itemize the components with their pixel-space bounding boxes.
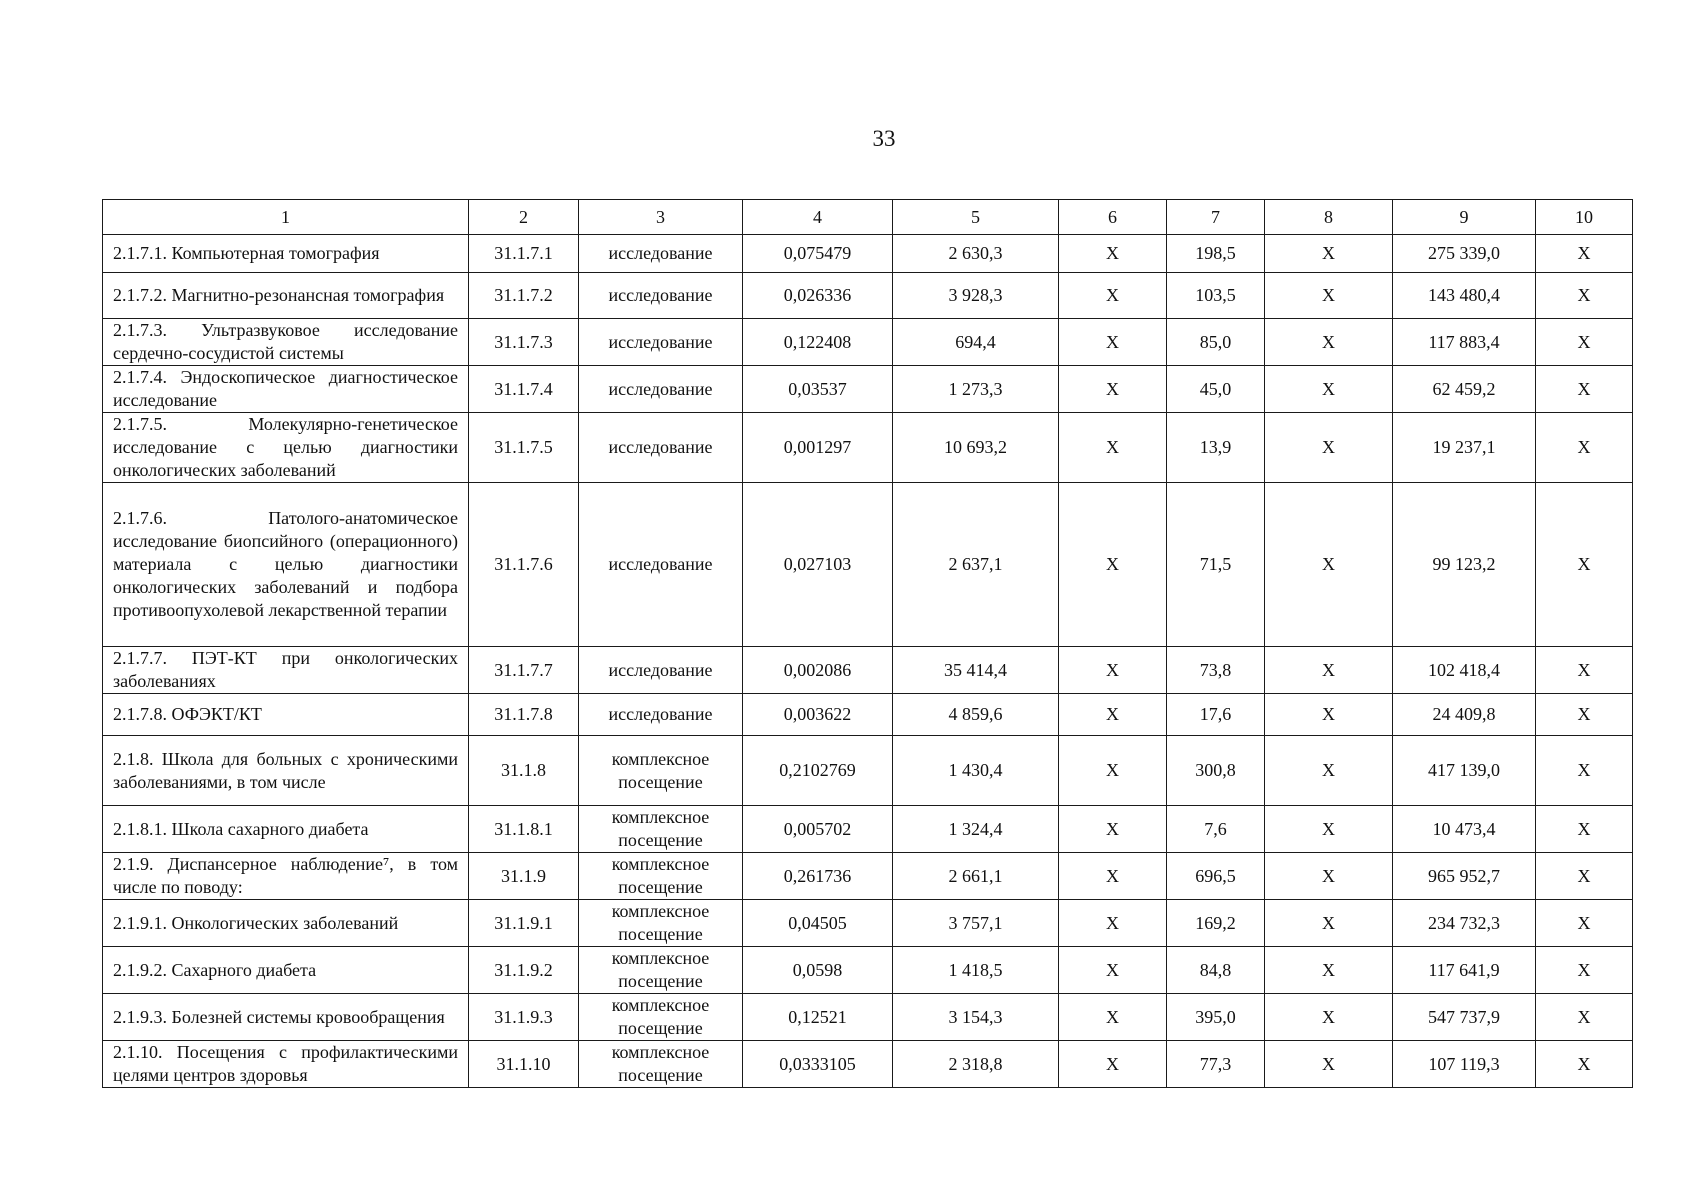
column-header: 4	[743, 200, 893, 235]
row-value-cell: 417 139,0	[1393, 736, 1536, 806]
row-value-cell: 85,0	[1167, 319, 1265, 366]
row-value-cell: 13,9	[1167, 413, 1265, 483]
row-unit-cell: исследование	[579, 366, 743, 413]
row-mark-cell: X	[1265, 900, 1393, 947]
table-row	[103, 900, 1633, 947]
row-value-cell: 0,12521	[743, 994, 893, 1041]
row-value-cell: 0,2102769	[743, 736, 893, 806]
row-value-cell: 4 859,6	[893, 694, 1059, 736]
row-name-cell: 2.1.7.8. ОФЭКТ/КТ	[103, 694, 469, 736]
row-mark-cell: X	[1059, 853, 1167, 900]
row-code-cell: 31.1.7.4	[469, 366, 579, 413]
row-code-cell: 31.1.8.1	[469, 806, 579, 853]
table-row	[103, 947, 1633, 994]
row-code-cell: 31.1.7.3	[469, 319, 579, 366]
row-name-cell: 2.1.8. Школа для больных с хроническими заболеваниями, в том числе	[103, 736, 469, 806]
row-value-cell: 0,003622	[743, 694, 893, 736]
row-value-cell: 0,075479	[743, 235, 893, 273]
row-name-cell: 2.1.7.5. Молекулярно-генетическое исследование с целью диагностики онкологических заболеваний	[103, 413, 469, 483]
row-value-cell: 24 409,8	[1393, 694, 1536, 736]
row-mark-cell: X	[1059, 900, 1167, 947]
row-value-cell: 62 459,2	[1393, 366, 1536, 413]
row-value-cell: 169,2	[1167, 900, 1265, 947]
row-mark-cell: X	[1265, 853, 1393, 900]
row-unit-cell: исследование	[579, 647, 743, 694]
row-value-cell: 1 418,5	[893, 947, 1059, 994]
row-value-cell: 3 928,3	[893, 273, 1059, 319]
row-mark-cell: X	[1536, 235, 1633, 273]
row-code-cell: 31.1.7.5	[469, 413, 579, 483]
row-value-cell: 73,8	[1167, 647, 1265, 694]
row-value-cell: 3 154,3	[893, 994, 1059, 1041]
row-mark-cell: X	[1536, 947, 1633, 994]
row-value-cell: 0,122408	[743, 319, 893, 366]
row-unit-cell: комплексное посещение	[579, 853, 743, 900]
column-header: 5	[893, 200, 1059, 235]
row-name-cell: 2.1.7.2. Магнитно-резонансная томография	[103, 273, 469, 319]
row-value-cell: 117 883,4	[1393, 319, 1536, 366]
row-value-cell: 3 757,1	[893, 900, 1059, 947]
row-name-cell: 2.1.9. Диспансерное наблюдение⁷, в том числе по поводу:	[103, 853, 469, 900]
row-mark-cell: X	[1536, 1041, 1633, 1088]
row-value-cell: 99 123,2	[1393, 483, 1536, 647]
column-header: 1	[103, 200, 469, 235]
row-code-cell: 31.1.9.2	[469, 947, 579, 994]
row-value-cell: 965 952,7	[1393, 853, 1536, 900]
column-header: 9	[1393, 200, 1536, 235]
row-mark-cell: X	[1265, 483, 1393, 647]
row-name-cell: 2.1.9.3. Болезней системы кровообращения	[103, 994, 469, 1041]
row-mark-cell: X	[1265, 1041, 1393, 1088]
row-value-cell: 0,027103	[743, 483, 893, 647]
row-mark-cell: X	[1536, 694, 1633, 736]
table-row	[103, 694, 1633, 736]
row-mark-cell: X	[1059, 319, 1167, 366]
row-mark-cell: X	[1059, 366, 1167, 413]
row-value-cell: 1 273,3	[893, 366, 1059, 413]
table-row	[103, 235, 1633, 273]
row-mark-cell: X	[1059, 235, 1167, 273]
row-value-cell: 0,03537	[743, 366, 893, 413]
row-value-cell: 10 473,4	[1393, 806, 1536, 853]
row-mark-cell: X	[1265, 413, 1393, 483]
table-row	[103, 319, 1633, 366]
row-unit-cell: исследование	[579, 694, 743, 736]
row-value-cell: 10 693,2	[893, 413, 1059, 483]
row-unit-cell: исследование	[579, 273, 743, 319]
table-row	[103, 806, 1633, 853]
row-value-cell: 0,005702	[743, 806, 893, 853]
table-row	[103, 413, 1633, 483]
row-mark-cell: X	[1265, 235, 1393, 273]
row-mark-cell: X	[1059, 413, 1167, 483]
row-mark-cell: X	[1536, 319, 1633, 366]
row-name-cell: 2.1.10. Посещения с профилактическими целями центров здоровья	[103, 1041, 469, 1088]
column-header: 2	[469, 200, 579, 235]
row-unit-cell: комплексное посещение	[579, 947, 743, 994]
row-code-cell: 31.1.7.2	[469, 273, 579, 319]
row-value-cell: 198,5	[1167, 235, 1265, 273]
row-value-cell: 19 237,1	[1393, 413, 1536, 483]
row-mark-cell: X	[1536, 736, 1633, 806]
row-name-cell: 2.1.9.1. Онкологических заболеваний	[103, 900, 469, 947]
row-mark-cell: X	[1059, 1041, 1167, 1088]
row-mark-cell: X	[1059, 806, 1167, 853]
row-code-cell: 31.1.7.6	[469, 483, 579, 647]
table-row	[103, 647, 1633, 694]
row-value-cell: 45,0	[1167, 366, 1265, 413]
row-mark-cell: X	[1059, 273, 1167, 319]
row-name-cell: 2.1.7.4. Эндоскопическое диагностическое исследование	[103, 366, 469, 413]
row-value-cell: 0,261736	[743, 853, 893, 900]
row-value-cell: 547 737,9	[1393, 994, 1536, 1041]
column-header: 3	[579, 200, 743, 235]
row-mark-cell: X	[1536, 806, 1633, 853]
page-number: 33	[872, 126, 896, 151]
row-mark-cell: X	[1059, 647, 1167, 694]
row-mark-cell: X	[1265, 694, 1393, 736]
row-mark-cell: X	[1536, 994, 1633, 1041]
row-code-cell: 31.1.10	[469, 1041, 579, 1088]
row-mark-cell: X	[1059, 947, 1167, 994]
row-value-cell: 0,001297	[743, 413, 893, 483]
column-header: 7	[1167, 200, 1265, 235]
row-name-cell: 2.1.7.7. ПЭТ-КТ при онкологических заболеваниях	[103, 647, 469, 694]
row-unit-cell: комплексное посещение	[579, 806, 743, 853]
row-value-cell: 77,3	[1167, 1041, 1265, 1088]
row-value-cell: 2 318,8	[893, 1041, 1059, 1088]
row-mark-cell: X	[1265, 806, 1393, 853]
row-mark-cell: X	[1536, 273, 1633, 319]
row-value-cell: 0,002086	[743, 647, 893, 694]
row-value-cell: 71,5	[1167, 483, 1265, 647]
row-mark-cell: X	[1265, 647, 1393, 694]
table-row	[103, 853, 1633, 900]
table-header-row	[103, 200, 1633, 235]
row-mark-cell: X	[1536, 647, 1633, 694]
row-value-cell: 696,5	[1167, 853, 1265, 900]
row-code-cell: 31.1.8	[469, 736, 579, 806]
row-mark-cell: X	[1059, 694, 1167, 736]
column-header: 8	[1265, 200, 1393, 235]
row-mark-cell: X	[1265, 319, 1393, 366]
row-code-cell: 31.1.7.8	[469, 694, 579, 736]
row-unit-cell: исследование	[579, 413, 743, 483]
table-row	[103, 273, 1633, 319]
column-header: 10	[1536, 200, 1633, 235]
row-value-cell: 1 430,4	[893, 736, 1059, 806]
row-name-cell: 2.1.7.6. Патолого-анатомическое исследование биопсийного (операционного) материала с целью диагностики онкологических заболеваний и подбора противоопухолевой лекарственной терапии	[103, 483, 469, 647]
row-value-cell: 694,4	[893, 319, 1059, 366]
row-value-cell: 0,0598	[743, 947, 893, 994]
row-value-cell: 107 119,3	[1393, 1041, 1536, 1088]
row-value-cell: 35 414,4	[893, 647, 1059, 694]
row-mark-cell: X	[1059, 483, 1167, 647]
row-mark-cell: X	[1536, 413, 1633, 483]
row-value-cell: 1 324,4	[893, 806, 1059, 853]
row-mark-cell: X	[1059, 736, 1167, 806]
row-mark-cell: X	[1536, 853, 1633, 900]
row-mark-cell: X	[1536, 900, 1633, 947]
row-mark-cell: X	[1536, 366, 1633, 413]
row-code-cell: 31.1.9.1	[469, 900, 579, 947]
table-row	[103, 736, 1633, 806]
row-unit-cell: комплексное посещение	[579, 994, 743, 1041]
row-unit-cell: исследование	[579, 235, 743, 273]
row-value-cell: 103,5	[1167, 273, 1265, 319]
row-unit-cell: исследование	[579, 319, 743, 366]
row-value-cell: 234 732,3	[1393, 900, 1536, 947]
row-value-cell: 2 630,3	[893, 235, 1059, 273]
row-code-cell: 31.1.7.1	[469, 235, 579, 273]
row-code-cell: 31.1.9.3	[469, 994, 579, 1041]
column-header: 6	[1059, 200, 1167, 235]
row-value-cell: 7,6	[1167, 806, 1265, 853]
row-mark-cell: X	[1265, 994, 1393, 1041]
row-name-cell: 2.1.7.3. Ультразвуковое исследование сердечно-сосудистой системы	[103, 319, 469, 366]
table-row	[103, 366, 1633, 413]
row-value-cell: 2 661,1	[893, 853, 1059, 900]
row-name-cell: 2.1.9.2. Сахарного диабета	[103, 947, 469, 994]
row-value-cell: 17,6	[1167, 694, 1265, 736]
row-value-cell: 300,8	[1167, 736, 1265, 806]
row-mark-cell: X	[1265, 273, 1393, 319]
row-unit-cell: комплексное посещение	[579, 736, 743, 806]
row-value-cell: 84,8	[1167, 947, 1265, 994]
row-name-cell: 2.1.8.1. Школа сахарного диабета	[103, 806, 469, 853]
row-mark-cell: X	[1536, 483, 1633, 647]
row-code-cell: 31.1.7.7	[469, 647, 579, 694]
row-value-cell: 117 641,9	[1393, 947, 1536, 994]
row-name-cell: 2.1.7.1. Компьютерная томография	[103, 235, 469, 273]
row-code-cell: 31.1.9	[469, 853, 579, 900]
row-mark-cell: X	[1059, 994, 1167, 1041]
row-unit-cell: комплексное посещение	[579, 900, 743, 947]
row-value-cell: 0,0333105	[743, 1041, 893, 1088]
row-unit-cell: исследование	[579, 483, 743, 647]
table-row	[103, 994, 1633, 1041]
row-mark-cell: X	[1265, 947, 1393, 994]
row-unit-cell: комплексное посещение	[579, 1041, 743, 1088]
row-value-cell: 395,0	[1167, 994, 1265, 1041]
table-row	[103, 1041, 1633, 1088]
row-value-cell: 0,026336	[743, 273, 893, 319]
row-mark-cell: X	[1265, 736, 1393, 806]
table-row	[103, 483, 1633, 647]
row-value-cell: 102 418,4	[1393, 647, 1536, 694]
row-value-cell: 143 480,4	[1393, 273, 1536, 319]
row-value-cell: 2 637,1	[893, 483, 1059, 647]
data-table	[102, 199, 1633, 1088]
row-mark-cell: X	[1265, 366, 1393, 413]
row-value-cell: 275 339,0	[1393, 235, 1536, 273]
row-value-cell: 0,04505	[743, 900, 893, 947]
